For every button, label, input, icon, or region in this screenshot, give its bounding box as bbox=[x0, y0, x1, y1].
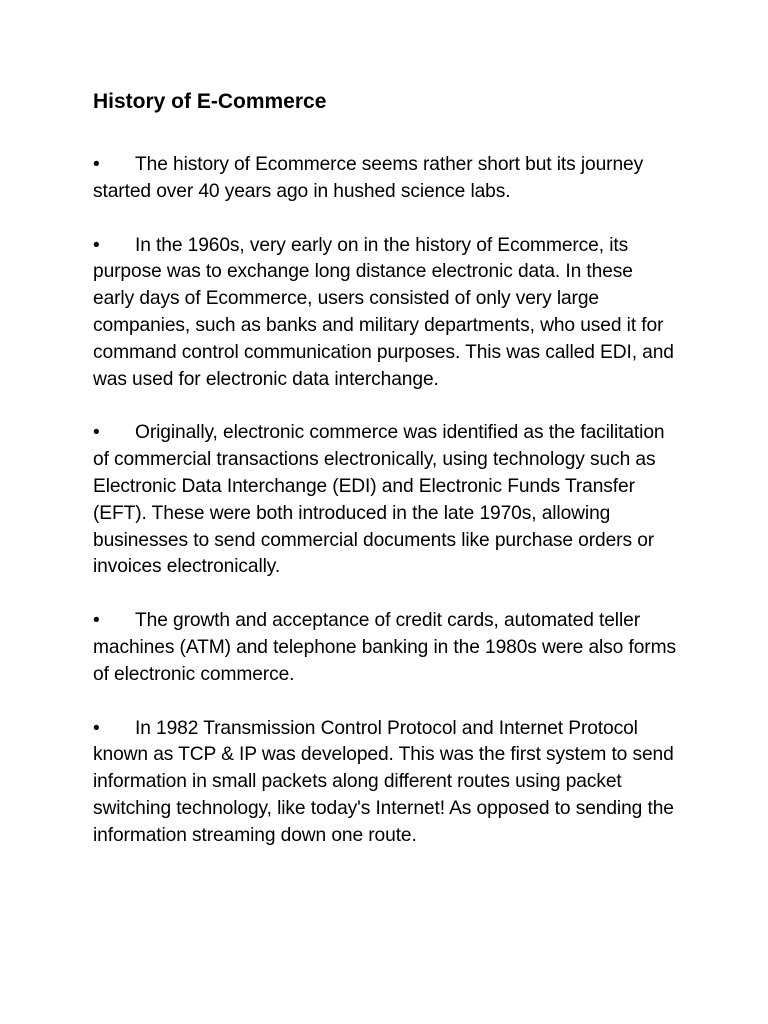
document-page bbox=[93, 88, 678, 877]
paragraph-text: In the 1960s, very early on in the history of Ecommerce, its purpose was to exchange long distance electronic data. In these early days of Ecommerce, users consisted of only very large companies, such as banks and military departments, who used it for command control communication purposes. This was called EDI, and was used for electronic data interchange. bbox=[93, 234, 674, 390]
paragraph-2 bbox=[93, 233, 678, 394]
bullet-icon: • bbox=[93, 610, 100, 632]
bullet-icon: • bbox=[93, 422, 100, 444]
paragraph-5 bbox=[93, 716, 678, 850]
document-title: History of E-Commerce bbox=[93, 90, 327, 113]
bullet-icon: • bbox=[93, 234, 100, 256]
paragraph-text: The history of Ecommerce seems rather short but its journey started over 40 years ago in hushed science labs. bbox=[93, 154, 644, 202]
bullet-icon: • bbox=[93, 717, 100, 739]
paragraph-1 bbox=[93, 152, 678, 206]
paragraph-3 bbox=[93, 420, 678, 581]
bullet-icon: • bbox=[93, 154, 100, 175]
paragraph-text: In 1982 Transmission Control Protocol and Internet Protocol known as TCP & IP was developed. This was the first system to send information in small packets along different routes using packet switching technology, like today's Internet! As opposed to sending the information streaming down one route. bbox=[93, 717, 674, 846]
paragraph-text: The growth and acceptance of credit cards, automated teller machines (ATM) and telephone banking in the 1980s were also forms of electronic commerce. bbox=[93, 610, 676, 685]
paragraph-text: Originally, electronic commerce was identified as the facilitation of commercial transactions electronically, using technology such as Electronic Data Interchange (EDI) and Electronic Funds Transfer (EFT). These were both introduced in the late 1970s, allowing businesses to send commercial documents like purchase orders or invoices electronically. bbox=[93, 422, 665, 578]
paragraph-4 bbox=[93, 608, 678, 688]
